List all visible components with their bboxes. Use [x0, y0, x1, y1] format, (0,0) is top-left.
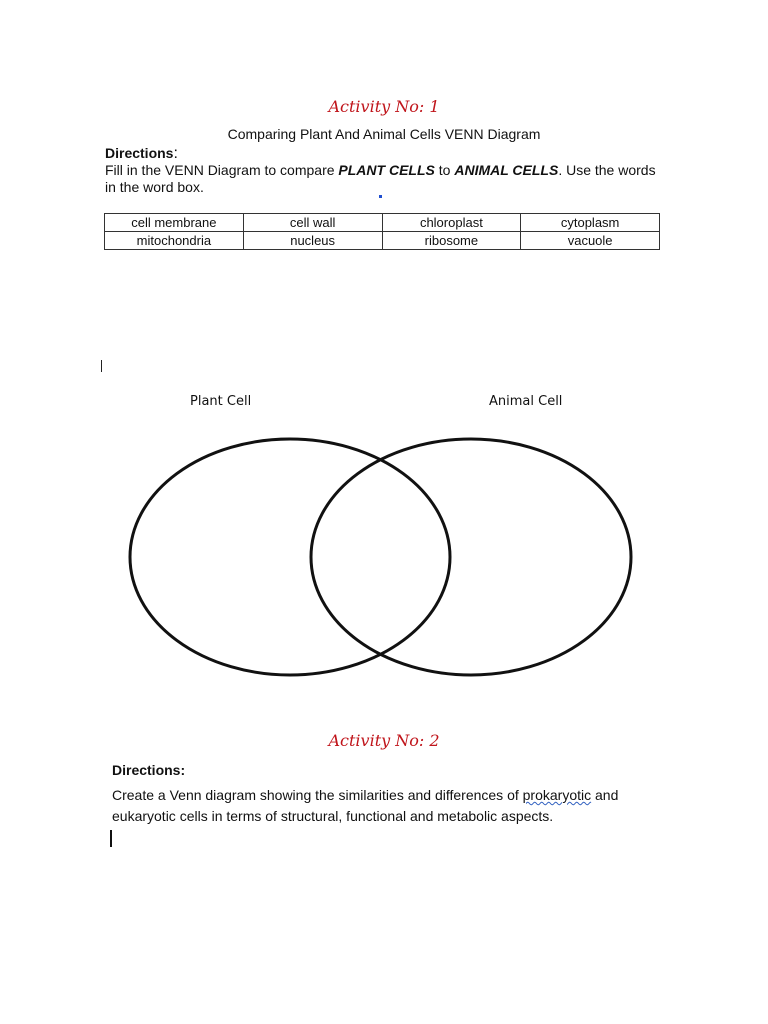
word-cell: chloroplast: [382, 214, 521, 232]
directions-heading-1: [105, 145, 178, 163]
word-cell: cytoplasm: [521, 214, 660, 232]
directions-text-2: [112, 785, 672, 827]
directions-heading-2: Directions:: [112, 762, 186, 778]
word-cell: mitochondria: [105, 232, 244, 250]
word-cell: vacuole: [521, 232, 660, 250]
word-cell: cell wall: [243, 214, 382, 232]
animal-cells-emphasis: ANIMAL CELLS: [454, 162, 559, 178]
plant-cells-emphasis: PLANT CELLS: [338, 162, 435, 178]
directions-part-1: Fill in the VENN Diagram to compare: [105, 162, 339, 178]
animal-cell-circle: [311, 439, 631, 675]
directions-text-1: [105, 162, 665, 196]
directions-heading-label: Directions: [105, 145, 174, 161]
text-cursor: [110, 830, 112, 847]
directions-part-2: to: [434, 162, 455, 178]
subtitle-text: Comparing Plant And Animal Cells VENN Diagram: [227, 126, 541, 142]
directions-part-1: Create a Venn diagram showing the similarities and differences of: [112, 787, 523, 803]
activity-1-title: Activity No: 1: [328, 97, 440, 116]
directions-colon: :: [173, 145, 178, 162]
word-cell: nucleus: [243, 232, 382, 250]
plant-cell-circle: [130, 439, 450, 675]
prokaryotic-word: prokaryotic: [522, 787, 592, 803]
directions-part-2: and eukaryotic cells in terms of structural, functional and metabolic aspects.: [112, 787, 619, 824]
venn-diagram: [120, 430, 640, 690]
text-cursor: [101, 360, 102, 372]
word-cell: cell membrane: [105, 214, 244, 232]
text-cursor-mark: [379, 195, 382, 198]
activity-1-subtitle: [0, 126, 768, 142]
venn-label-animal: Animal Cell: [489, 394, 563, 409]
activity-2-title: Activity No: 2: [328, 731, 440, 750]
venn-label-plant: Plant Cell: [190, 394, 252, 409]
word-cell: ribosome: [382, 232, 521, 250]
directions-part-3: . Use the words in the word box.: [105, 162, 656, 195]
table-row: [105, 214, 660, 232]
word-box-table: [104, 213, 660, 250]
table-row: [105, 232, 660, 250]
